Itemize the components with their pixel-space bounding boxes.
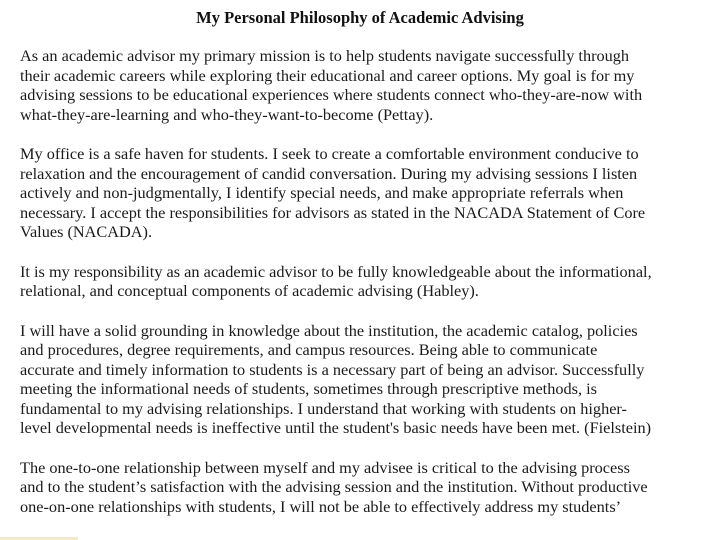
paragraph-relationship <box>20 458 706 517</box>
paragraph-line: their academic careers while exploring their educational and career options. My goal is for my <box>20 65 635 85</box>
paragraph-line: advising sessions to be educational experiences where students connect who-they-are-now with <box>20 85 643 104</box>
paragraph-line: The one-to-one relationship between myself and my advisee is critical to the advising process <box>20 457 630 477</box>
paragraph-mission <box>20 46 706 124</box>
paragraph-line: and to the student’s satisfaction with the advising session and the institution. Without productive <box>20 477 648 496</box>
paragraph-knowledge <box>20 321 706 438</box>
paragraph-line: actively and non-judgmentally, I identify special needs, and make appropriate referrals when <box>20 183 624 202</box>
paragraph-line: Values (NACADA). <box>20 222 153 241</box>
paragraph-line: one-on-one relationships with students, I will not be able to effectively address my students’ <box>20 496 622 516</box>
paragraph-line: and procedures, degree requirements, and campus resources. Being able to communicate <box>20 340 598 359</box>
document-title: My Personal Philosophy of Academic Advising <box>196 8 524 27</box>
paragraph-line: It is my responsibility as an academic advisor to be fully knowledgeable about the informational, <box>20 261 652 281</box>
paragraph-line: level developmental needs is ineffective until the student's basic needs have been met. (Fielstein) <box>20 418 652 437</box>
paragraph-line: meeting the informational needs of students, sometimes through prescriptive methods, is <box>20 379 597 398</box>
paragraph-responsibility <box>20 262 706 301</box>
paragraph-line: relational, and conceptual components of academic advising (Habley). <box>20 281 479 300</box>
paragraph-line: necessary. I accept the responsibilities for advisors as stated in the NACADA Statement of Core <box>20 202 646 222</box>
paragraph-line: I will have a solid grounding in knowledge about the institution, the academic catalog, policies <box>20 320 638 340</box>
paragraph-line: what-they-are-learning and who-they-want-to-become (Pettay). <box>20 104 434 124</box>
paragraph-line: accurate and timely information to students is a necessary part of being an advisor. Successfully <box>20 359 645 379</box>
paragraph-line: fundamental to my advising relationships. I understand that working with students on higher- <box>20 398 627 418</box>
document-body <box>20 46 706 536</box>
paragraph-safe-haven <box>20 144 706 242</box>
paragraph-line: relaxation and the encouragement of candid conversation. During my advising sessions I listen <box>20 163 638 183</box>
paragraph-line: My office is a safe haven for students. I seek to create a comfortable environment conducive to <box>20 144 639 163</box>
paragraph-line: As an academic advisor my primary mission is to help students navigate successfully through <box>20 46 630 65</box>
